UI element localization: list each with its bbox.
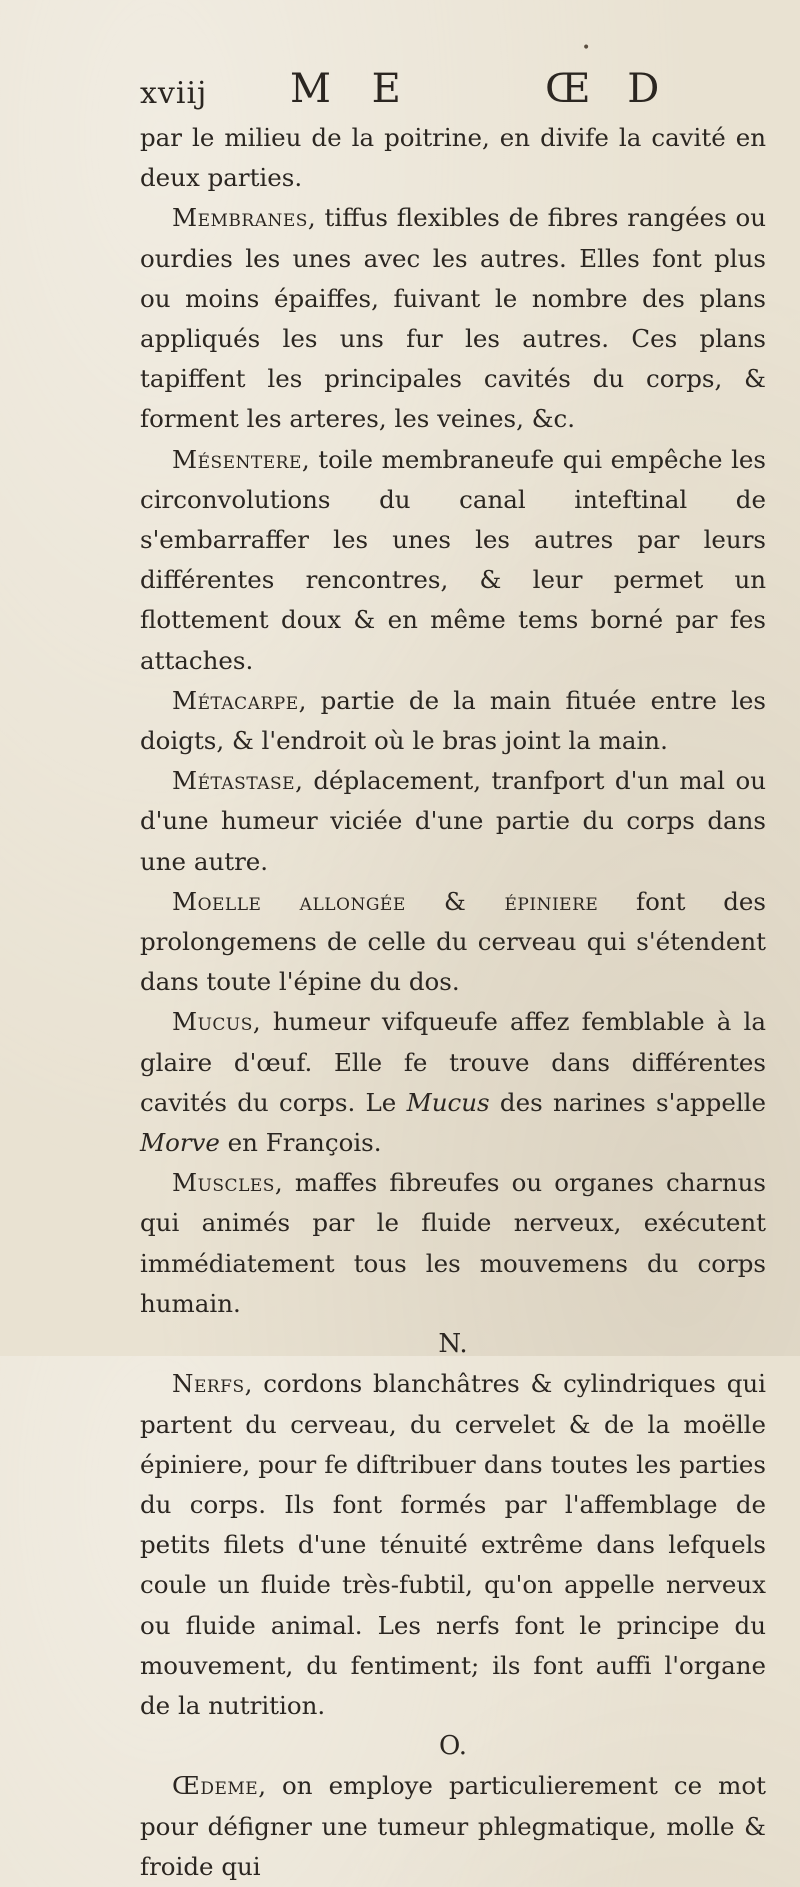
entry-term: Mucus: [172, 1007, 253, 1037]
section-heading-n: N.: [438, 1329, 468, 1360]
entry-term: Métastase: [172, 766, 296, 796]
entry-definition: , humeur vifqueufe affez femblable à la glaire d'œuf. Elle fe trouve dans différentes cavités du corps. Le: [140, 1007, 766, 1117]
ornament-mark: •: [582, 40, 591, 56]
entry-muscles: [140, 1163, 766, 1324]
entry-definition-end: en François.: [219, 1128, 382, 1158]
body-text: [140, 118, 766, 1887]
entry-definition: , tiffus flexibles de fibres rangées ou ourdies les unes avec les autres. Elles font plus ou moins épaiffes, fuivant le nombre des plans appliqués les uns fur les autres. Ces plans tapiffent les principales cavités du corps, & forment les arteres, les veines, &c.: [140, 203, 766, 434]
paragraph-continuation: par le milieu de la poitrine, en divife la cavité en deux parties.: [140, 123, 766, 193]
entry-definition: , toile membraneufe qui empêche les circonvolutions du canal inteftinal de s'embarraffer les unes les autres par leurs différentes rencontres, & leur permet un flottement doux & en même tems borné par fes attaches.: [140, 444, 766, 675]
entry-membranes: [140, 198, 766, 439]
page-number: xviij: [140, 76, 208, 111]
entry-mesentere: [140, 440, 766, 681]
entry-term: Métacarpe: [172, 685, 299, 715]
entry-metastase: [140, 761, 766, 882]
italic-term: Morve: [140, 1128, 220, 1158]
entry-definition-cont: des narines s'appelle: [489, 1087, 766, 1117]
entry-term: Moelle allongée & épiniere: [172, 886, 599, 916]
italic-term: Mucus: [406, 1087, 490, 1117]
entry-moelle: [140, 882, 766, 1003]
entry-metacarpe: [140, 681, 766, 761]
entry-term: Mésentere: [172, 444, 302, 474]
entry-definition: , déplacement, tranfport d'un mal ou d'une humeur viciée d'une partie du corps dans une autre.: [140, 766, 766, 876]
entry-nerfs: [140, 1364, 766, 1726]
entry-term: Muscles: [172, 1168, 275, 1198]
running-head-left: M E: [290, 66, 415, 112]
running-head-right: Œ D: [545, 66, 672, 112]
entry-term: Œdeme: [172, 1771, 259, 1801]
entry-definition: , partie de la main fituée entre les doigts, & l'endroit où le bras joint la main.: [140, 685, 766, 756]
entry-oedeme: [140, 1766, 766, 1887]
entry-mucus: [140, 1002, 766, 1163]
entry-definition: , on employe particulierement ce mot pour défigner une tumeur phlegmatique, molle & froide qui: [140, 1771, 766, 1881]
entry-term: Membranes: [172, 203, 308, 233]
entry-definition: font des prolongemens de celle du cerveau qui s'étendent dans toute l'épine du dos.: [140, 886, 766, 997]
entry-definition: , maffes fibreufes ou organes charnus qui animés par le fluide nerveux, exécutent immédiatement tous les mouvemens du corps humain.: [140, 1168, 766, 1318]
section-heading-o: O.: [438, 1731, 468, 1762]
entry-term: Nerfs: [172, 1369, 245, 1399]
entry-definition: , cordons blanchâtres & cylindriques qui partent du cerveau, du cervelet & de la moëlle épiniere, pour fe diftribuer dans toutes les parties du corps. Ils font formés par l'affemblage de petits filets d'une ténuité extrême dans lefquels coule un fluide très-fubtil, qu'on appelle nerveux ou fluide animal. Les nerfs font le principe du mouvement, du fentiment; ils font auffi l'organe de la nutrition.: [140, 1369, 766, 1720]
running-head: [140, 62, 760, 118]
